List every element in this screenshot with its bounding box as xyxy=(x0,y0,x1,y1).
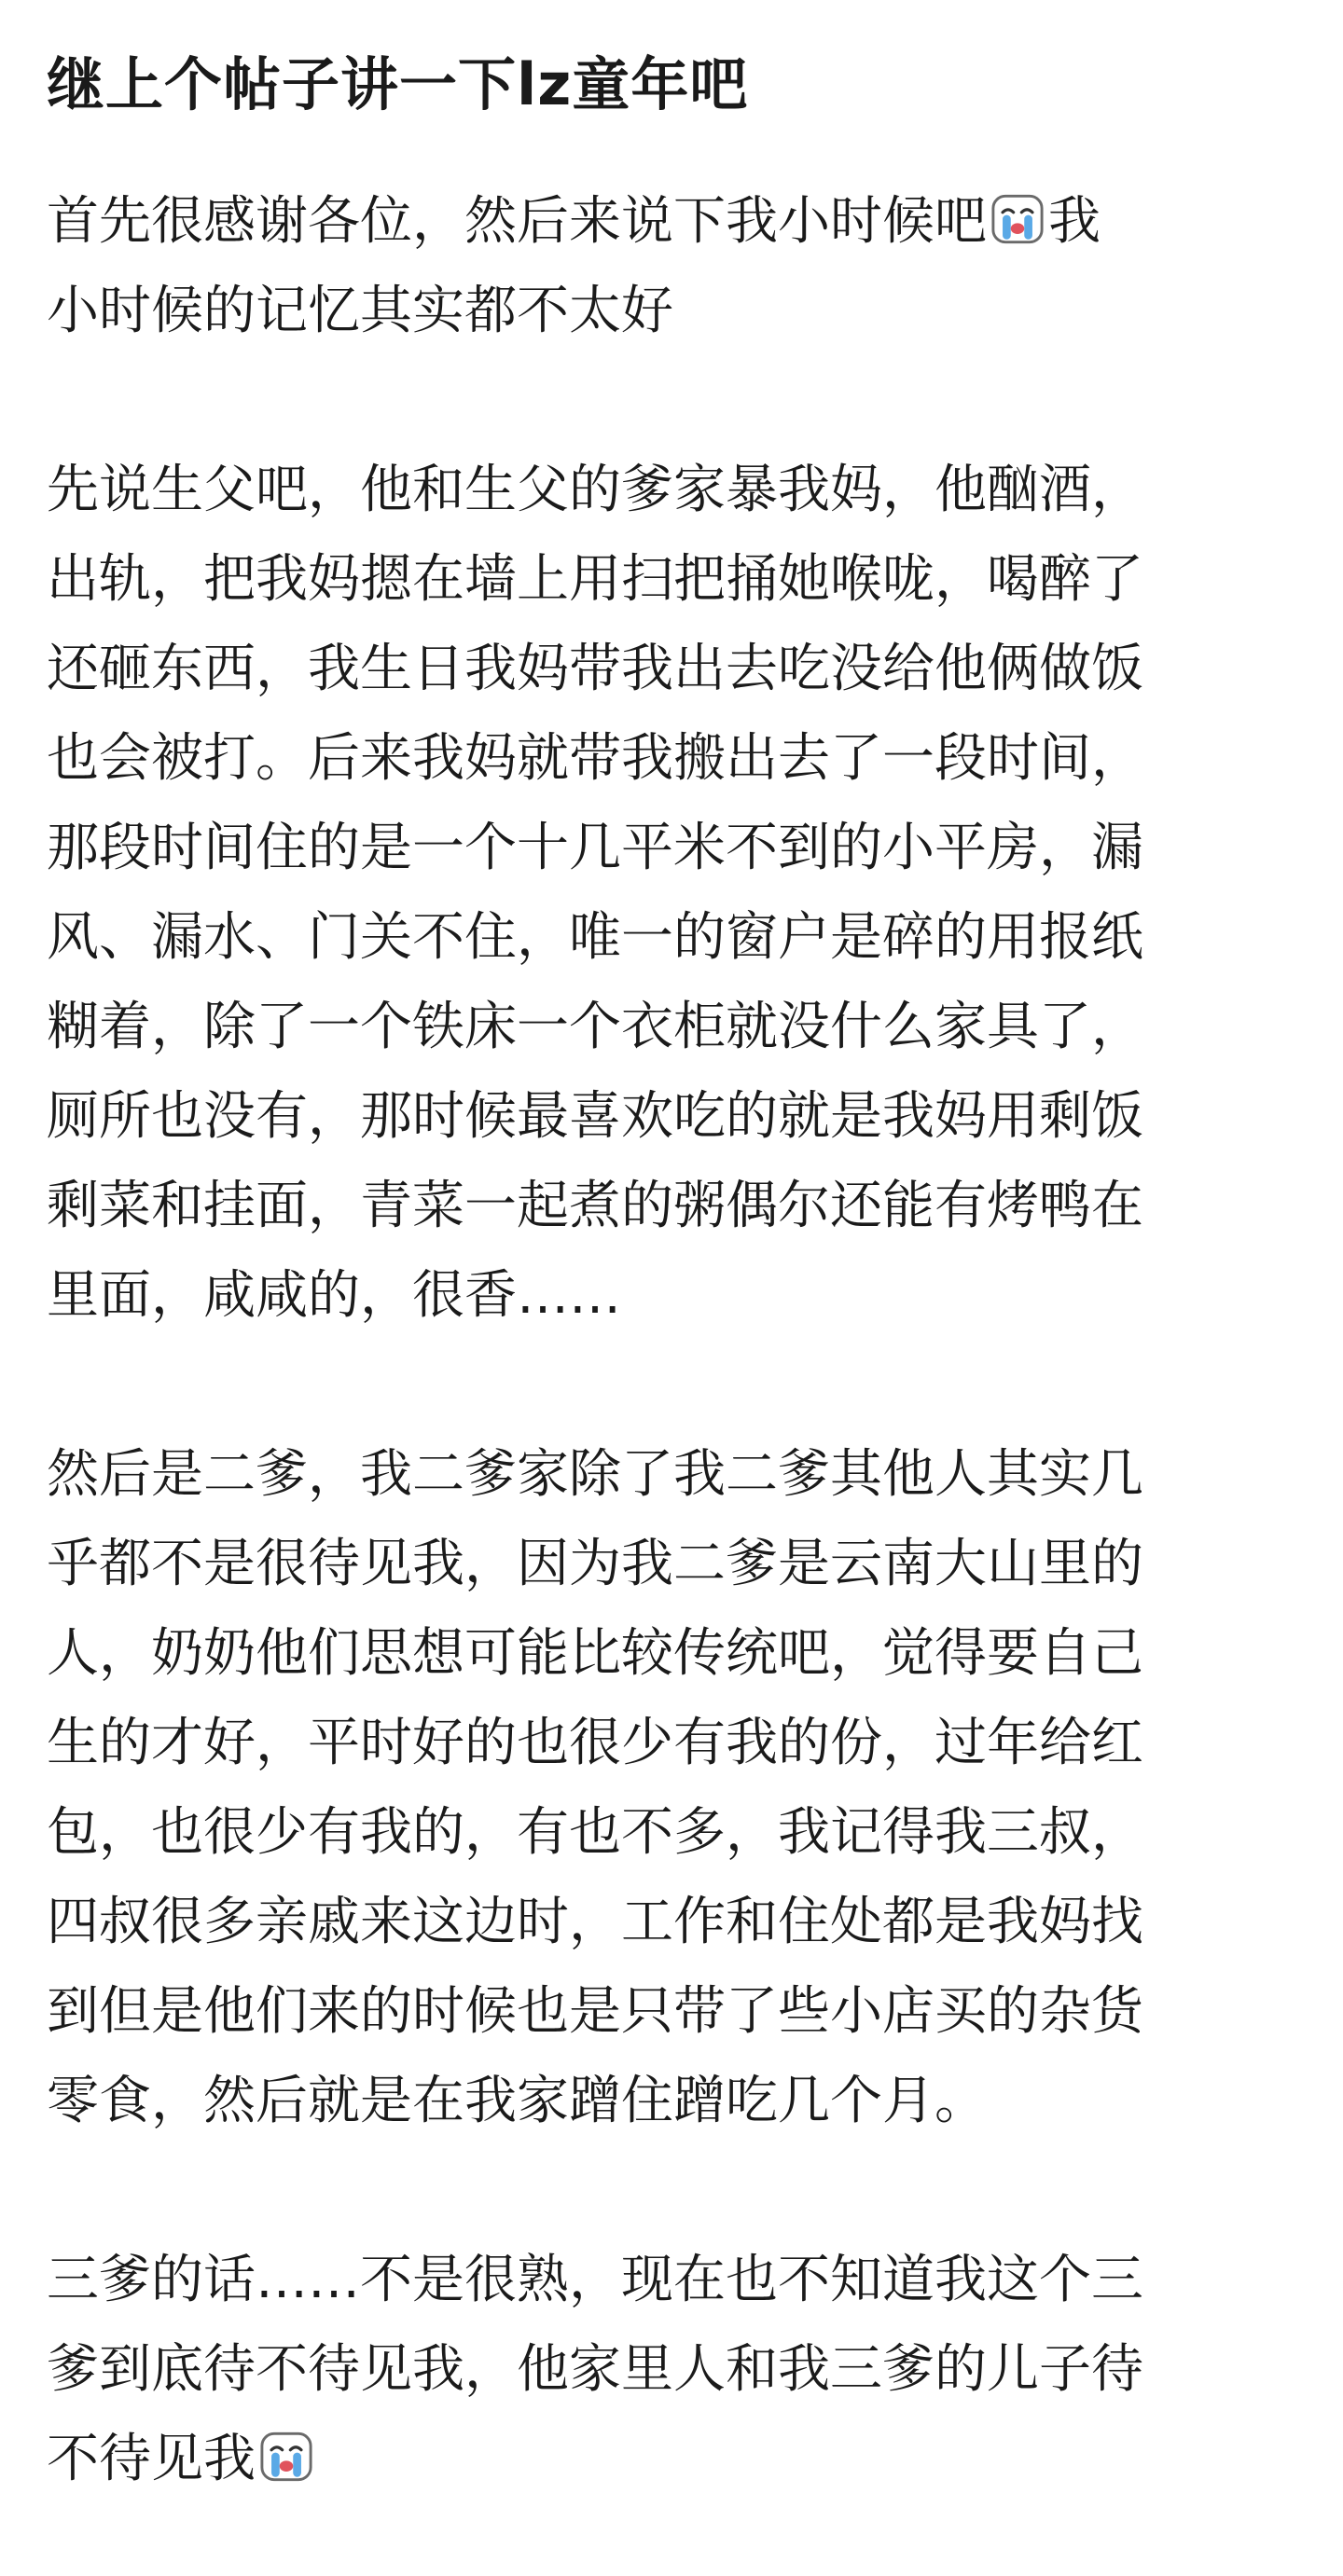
text-line xyxy=(47,893,1306,983)
post-content xyxy=(47,34,1306,2504)
text-line xyxy=(47,1609,1306,1699)
text-line xyxy=(47,983,1306,1072)
text-segment: 到但是他们来的时候也是只带了些小店买的杂货 xyxy=(47,1981,1143,2042)
text-segment: 风、漏水、门关不住，唯一的窗户是碎的用报纸 xyxy=(47,907,1143,968)
text-segment: 然后是二爹，我二爹家除了我二爹其他人其实几 xyxy=(47,1444,1143,1505)
paragraph-gap xyxy=(47,1341,1306,1430)
text-line xyxy=(47,1251,1306,1341)
text-segment: 那段时间住的是一个十几平米不到的小平房，漏 xyxy=(47,818,1143,878)
crying-face-emoji xyxy=(259,2430,313,2484)
text-segment: 爹到底待不待见我，他家里人和我三爹的儿子待 xyxy=(47,2339,1143,2400)
crying-face-emoji xyxy=(990,192,1045,246)
text-segment: 三爹的话……不是很熟，现在也不知道我这个三 xyxy=(47,2250,1143,2310)
text-line xyxy=(47,2057,1306,2146)
text-segment: 生的才好，平时好的也很少有我的份，过年给红 xyxy=(47,1713,1143,1773)
text-line xyxy=(47,1699,1306,1788)
text-line xyxy=(47,1072,1306,1162)
text-line xyxy=(47,177,1306,267)
text-line xyxy=(47,1162,1306,1251)
paragraph xyxy=(47,1430,1306,2146)
text-segment: 出轨，把我妈摁在墙上用扫把捅她喉咙，喝醉了 xyxy=(47,549,1143,610)
text-segment: 还砸东西，我生日我妈带我出去吃没给他俩做饭 xyxy=(47,639,1143,699)
text-line xyxy=(47,1878,1306,1967)
paragraph xyxy=(47,2236,1306,2504)
text-segment: 包，也很少有我的，有也不多，我记得我三叔， xyxy=(47,1802,1143,1863)
text-segment: 里面，咸咸的，很香…… xyxy=(47,1265,621,1326)
paragraph xyxy=(47,177,1306,356)
text-segment: 我 xyxy=(1048,191,1101,252)
text-segment: 乎都不是很待见我，因为我二爹是云南大山里的 xyxy=(47,1534,1143,1594)
text-segment: 小时候的记忆其实都不太好 xyxy=(47,281,673,341)
text-line xyxy=(47,804,1306,893)
text-line xyxy=(47,714,1306,804)
text-segment: 四叔很多亲戚来这边时，工作和住处都是我妈找 xyxy=(47,1892,1143,1952)
text-line xyxy=(47,535,1306,625)
text-segment: 先说生父吧，他和生父的爹家暴我妈，他酗酒， xyxy=(47,460,1143,520)
text-segment: 不待见我 xyxy=(47,2429,256,2489)
text-line xyxy=(47,1788,1306,1878)
text-line xyxy=(47,1520,1306,1609)
text-line xyxy=(47,1967,1306,2057)
text-line xyxy=(47,2236,1306,2325)
text-line xyxy=(47,2325,1306,2415)
text-line xyxy=(47,267,1306,356)
text-segment: 剩菜和挂面，青菜一起煮的粥偶尔还能有烤鸭在 xyxy=(47,1176,1143,1236)
paragraph-gap xyxy=(47,356,1306,446)
post-body xyxy=(47,177,1306,2504)
text-segment: 人，奶奶他们思想可能比较传统吧，觉得要自己 xyxy=(47,1623,1143,1684)
text-segment: 零食，然后就是在我家蹭住蹭吃几个月。 xyxy=(47,2071,987,2131)
paragraph xyxy=(47,446,1306,1341)
text-line xyxy=(47,446,1306,535)
paragraph-gap xyxy=(47,2146,1306,2236)
text-segment: 糊着，除了一个铁床一个衣柜就没什么家具了， xyxy=(47,997,1143,1057)
text-line xyxy=(47,2415,1306,2504)
text-line xyxy=(47,625,1306,714)
post-title: 继上个帖子讲一下lz童年吧 xyxy=(47,50,749,118)
text-segment: 首先很感谢各位，然后来说下我小时候吧 xyxy=(47,191,987,252)
text-segment: 也会被打。后来我妈就带我搬出去了一段时间， xyxy=(47,728,1143,789)
text-segment: 厕所也没有，那时候最喜欢吃的就是我妈用剩饭 xyxy=(47,1086,1143,1147)
text-line xyxy=(47,1430,1306,1520)
